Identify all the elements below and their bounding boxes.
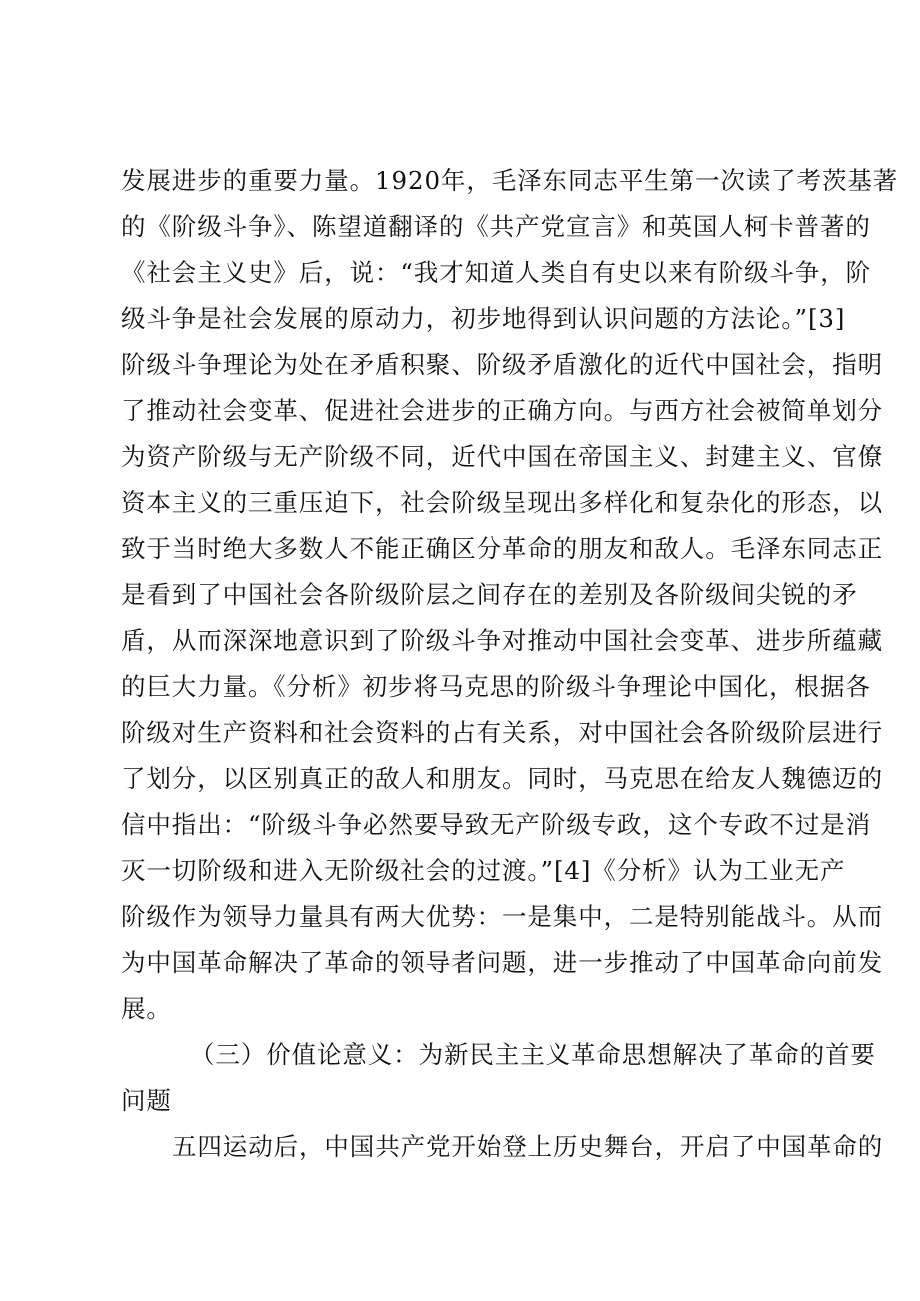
section-heading-continued: 问题: [121, 1086, 172, 1115]
paragraph-line: 阶级对生产资料和社会资料的占有关系，对中国社会各阶级阶层进行: [121, 718, 883, 747]
paragraph-line: 盾，从而深深地意识到了阶级斗争对推动中国社会变革、进步所蕴藏: [121, 626, 883, 655]
paragraph-line: 的巨大力量。《分析》初步将马克思的阶级斗争理论中国化，根据各: [121, 672, 871, 701]
section-heading: （三）价值论意义：为新民主主义革命思想解决了革命的首要: [190, 1040, 876, 1069]
paragraph-line: 级斗争是社会发展的原动力，初步地得到认识问题的方法论。”[3]: [121, 304, 846, 333]
paragraph-line: 是看到了中国社会各阶级阶层之间存在的差别及各阶级间尖锐的矛: [121, 580, 858, 609]
paragraph-line: 致于当时绝大多数人不能正确区分革命的朋友和敌人。毛泽东同志正: [121, 534, 883, 563]
paragraph-line: 发展进步的重要力量。1920年，毛泽东同志平生第一次读了考茨基著: [121, 166, 899, 195]
paragraph-line: 五四运动后，中国共产党开始登上历史舞台，开启了中国革命的: [172, 1132, 884, 1161]
paragraph-line: 灭一切阶级和进入无阶级社会的过渡。”[4]《分析》认为工业无产: [121, 856, 846, 885]
paragraph-line: 了推动社会变革、促进社会进步的正确方向。与西方社会被简单划分: [121, 396, 883, 425]
paragraph-line: 信中指出：“阶级斗争必然要导致无产阶级专政，这个专政不过是消: [121, 810, 872, 839]
paragraph-line: 资本主义的三重压迫下，社会阶级呈现出多样化和复杂化的形态，以: [121, 488, 883, 517]
paragraph-line: 的《阶级斗争》、陈望道翻译的《共产党宣言》和英国人柯卡普著的: [121, 212, 871, 241]
paragraph-line: 展。: [121, 994, 172, 1023]
paragraph-line: 为资产阶级与无产阶级不同，近代中国在帝国主义、封建主义、官僚: [121, 442, 883, 471]
paragraph-line: 《社会主义史》后，说：“我才知道人类自有史以来有阶级斗争，阶: [121, 258, 872, 287]
paragraph-line: 为中国革命解决了革命的领导者问题，进一步推动了中国革命向前发: [121, 948, 883, 977]
paragraph-line: 阶级斗争理论为处在矛盾积聚、阶级矛盾激化的近代中国社会，指明: [121, 350, 883, 379]
paragraph-line: 了划分，以区别真正的敌人和朋友。同时，马克思在给友人魏德迈的: [121, 764, 883, 793]
paragraph-line: 阶级作为领导力量具有两大优势：一是集中，二是特别能战斗。从而: [121, 902, 883, 931]
